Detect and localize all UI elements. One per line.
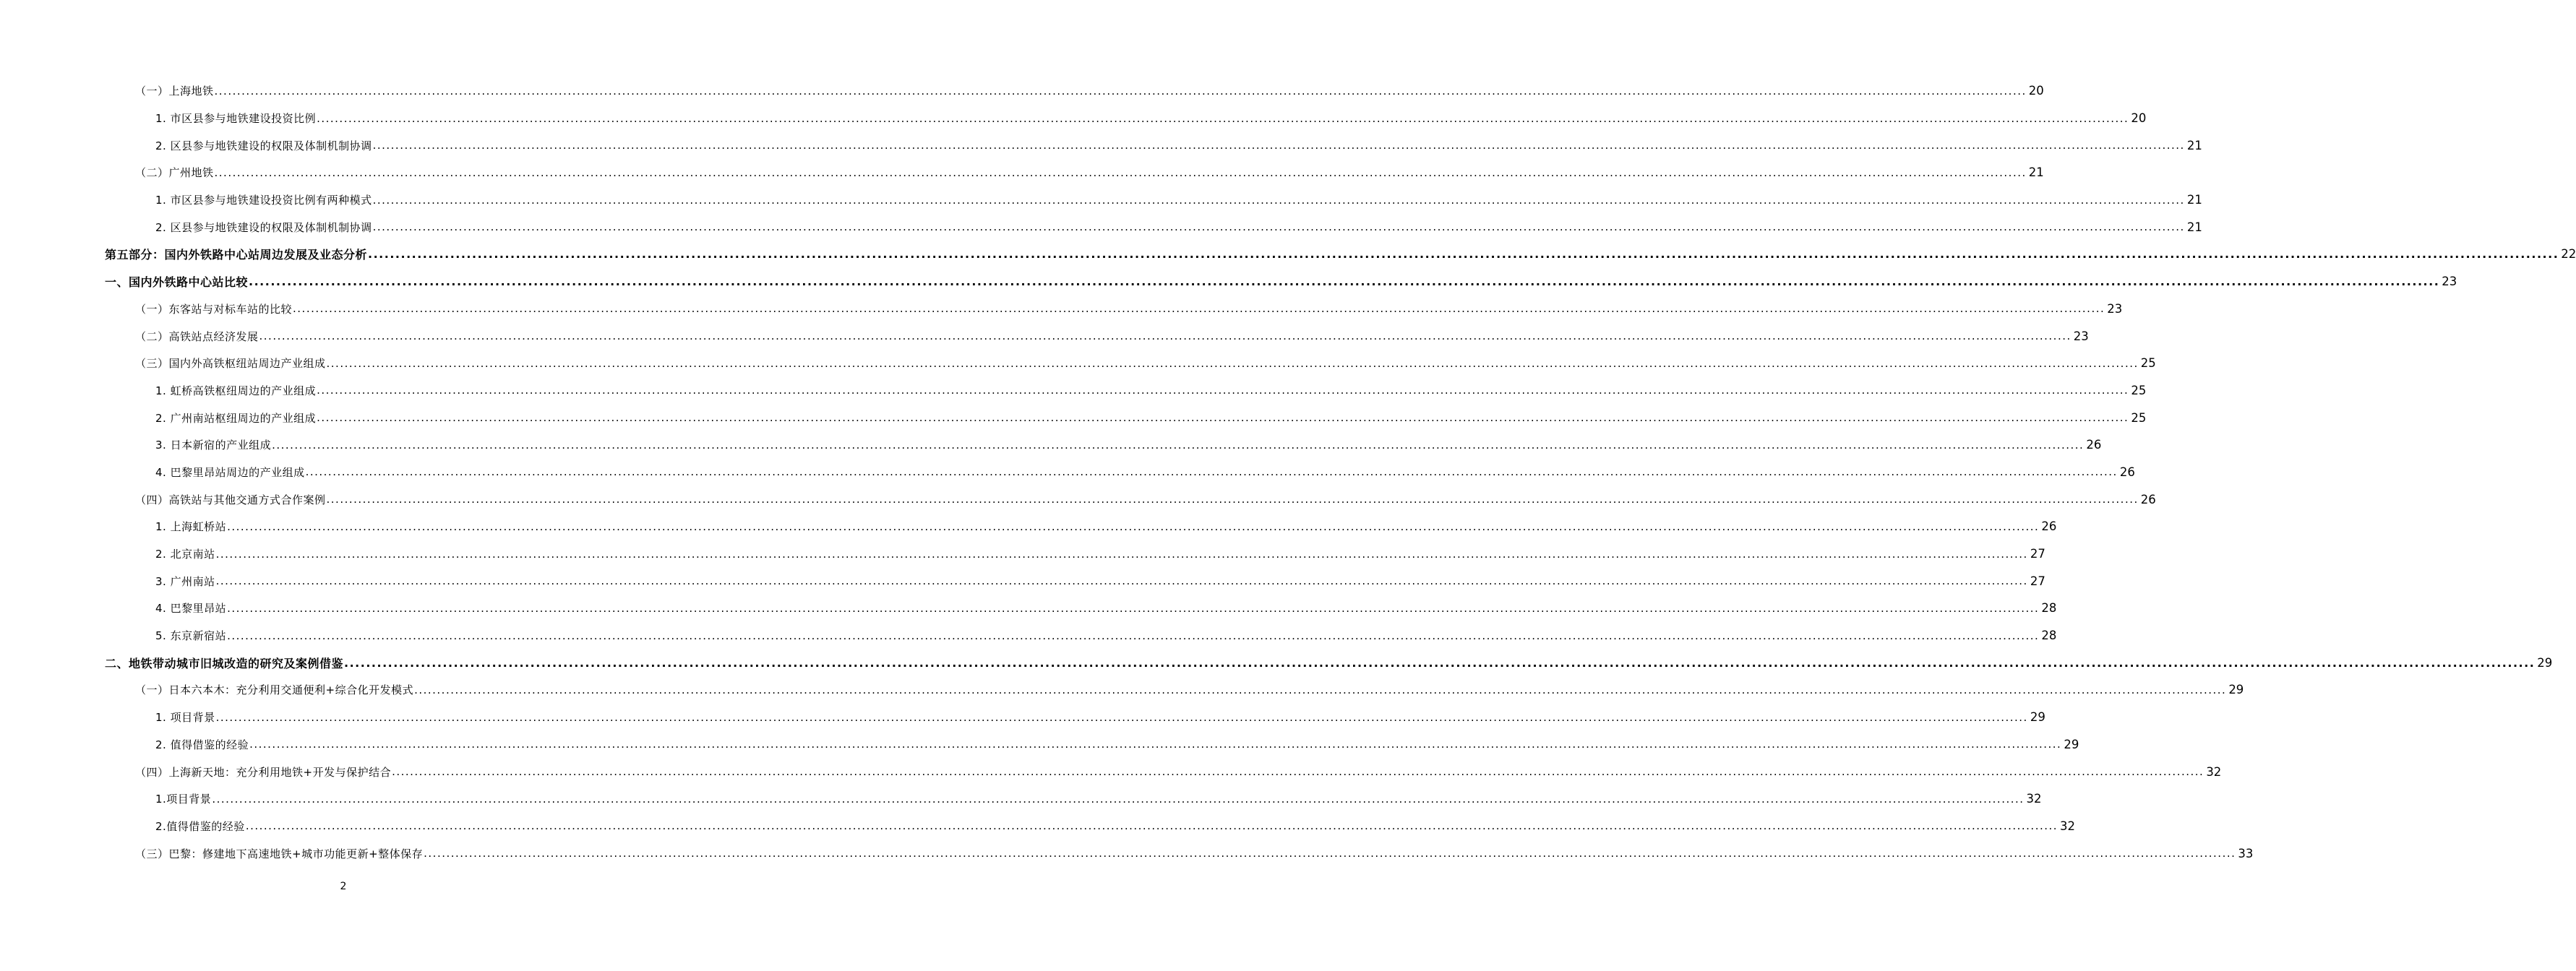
dot-leader: ................................................................................................................................................................................................................................................................................................................................................................................................................ bbox=[214, 84, 2027, 98]
toc-entry-label: （一）上海地铁 bbox=[135, 85, 214, 98]
toc-entry[interactable] bbox=[0, 404, 2147, 431]
dot-leader: ................................................................................................................................................................................................................................................................................................................................................................................................................ bbox=[212, 792, 2025, 806]
dot-leader: ................................................................................................................................................................................................................................................................................................................................................................................................................ bbox=[424, 847, 2236, 860]
dot-leader: ................................................................................................................................................................................................................................................................................................................................................................................................................ bbox=[317, 411, 2129, 425]
dot-leader: ................................................................................................................................................................................................................................................................................................................................................................................................................ bbox=[227, 601, 2040, 615]
dot-leader: ................................................................................................................................................................................................................................................................................................................................................................................................................ bbox=[227, 629, 2040, 642]
toc-entry-label: 2. 北京南站 bbox=[155, 548, 215, 561]
toc-entry-label: （三）巴黎：修建地下高速地铁+城市功能更新+整体保存 bbox=[135, 847, 424, 860]
table-of-contents bbox=[0, 77, 2576, 867]
toc-entry-page: 21 bbox=[2186, 193, 2202, 207]
toc-entry-label: 4. 巴黎里昂站周边的产业组成 bbox=[155, 465, 305, 479]
toc-entry-page: 27 bbox=[2030, 574, 2045, 588]
toc-entry-label: 5. 东京新宿站 bbox=[155, 629, 227, 643]
dot-leader: ................................................................................................................................................................................................................................................................................................................................................................................................................ bbox=[317, 111, 2129, 125]
toc-entry-page: 25 bbox=[2131, 410, 2147, 425]
toc-entry[interactable] bbox=[0, 567, 2045, 595]
toc-entry-label: 1. 虹桥高铁枢纽周边的产业组成 bbox=[155, 384, 317, 397]
toc-entry-page: 32 bbox=[2026, 792, 2042, 806]
toc-entry-label: 1.项目背景 bbox=[155, 793, 212, 806]
dot-leader: ................................................................................................................................................................................................................................................................................................................................................................................................................ bbox=[392, 765, 2204, 779]
toc-entry[interactable] bbox=[0, 295, 2123, 323]
toc-entry-page: 28 bbox=[2041, 629, 2057, 643]
toc-entry-label: 二、地铁带动城市旧城改造的研究及案例借鉴 bbox=[105, 656, 344, 670]
toc-entry-page: 21 bbox=[2186, 138, 2202, 152]
toc-entry-label: （三）国内外高铁枢纽站周边产业组成 bbox=[135, 357, 326, 371]
dot-leader: ................................................................................................................................................................................................................................................................................................................................................................................................................ bbox=[305, 465, 2118, 479]
toc-entry-page: 26 bbox=[2140, 492, 2156, 506]
toc-entry[interactable] bbox=[0, 486, 2156, 513]
toc-entry-page: 29 bbox=[2030, 710, 2045, 725]
dot-leader: ................................................................................................................................................................................................................................................................................................................................................................................................................ bbox=[326, 493, 2139, 506]
toc-entry[interactable] bbox=[0, 731, 2079, 759]
toc-entry-label: 4. 巴黎里昂站 bbox=[155, 602, 227, 616]
toc-entry[interactable] bbox=[0, 622, 2057, 650]
toc-entry-label: 2. 区县参与地铁建设的权限及体制机制协调 bbox=[155, 220, 372, 234]
toc-entry-label: 1. 市区县参与地铁建设投资比例 bbox=[155, 112, 317, 126]
toc-entry[interactable] bbox=[0, 540, 2045, 568]
toc-entry-label: （四）高铁站与其他交通方式合作案例 bbox=[135, 493, 326, 506]
toc-entry-page: 29 bbox=[2537, 655, 2553, 670]
toc-entry[interactable] bbox=[0, 513, 2057, 540]
toc-entry-page: 23 bbox=[2107, 301, 2123, 316]
dot-leader: ................................................................................................................................................................................................................................................................................................................................................................................................................ bbox=[249, 275, 2440, 289]
toc-entry-label: （二）广州地铁 bbox=[135, 166, 214, 180]
toc-entry-page: 32 bbox=[2060, 819, 2076, 833]
dot-leader: ................................................................................................................................................................................................................................................................................................................................................................................................................ bbox=[372, 193, 2185, 207]
toc-entry-page: 26 bbox=[2041, 519, 2057, 534]
toc-entry[interactable] bbox=[0, 840, 2254, 867]
toc-entry-page: 22 bbox=[2561, 247, 2576, 262]
toc-entry-label: 1. 上海虹桥站 bbox=[155, 520, 227, 534]
toc-entry-page: 26 bbox=[2119, 465, 2135, 479]
dot-leader: ................................................................................................................................................................................................................................................................................................................................................................................................................ bbox=[344, 655, 2536, 670]
toc-entry-label: （一）日本六本木：充分利用交通便利+综合化开发模式 bbox=[135, 683, 414, 697]
dot-leader: ................................................................................................................................................................................................................................................................................................................................................................................................................ bbox=[215, 547, 2028, 561]
toc-entry-label: 1. 项目背景 bbox=[155, 711, 215, 725]
toc-entry[interactable] bbox=[0, 350, 2156, 377]
toc-entry-label: 3. 广州南站 bbox=[155, 574, 215, 588]
toc-entry-page: 20 bbox=[2131, 111, 2147, 126]
toc-entry[interactable] bbox=[0, 105, 2147, 132]
toc-entry-page: 29 bbox=[2064, 737, 2079, 751]
toc-entry[interactable] bbox=[0, 649, 2553, 676]
dot-leader: ................................................................................................................................................................................................................................................................................................................................................................................................................ bbox=[215, 574, 2028, 588]
dot-leader: ................................................................................................................................................................................................................................................................................................................................................................................................................ bbox=[227, 519, 2040, 533]
toc-entry[interactable] bbox=[0, 322, 2089, 350]
dot-leader: ................................................................................................................................................................................................................................................................................................................................................................................................................ bbox=[214, 165, 2027, 179]
toc-entry-page: 23 bbox=[2073, 329, 2089, 343]
dot-leader: ................................................................................................................................................................................................................................................................................................................................................................................................................ bbox=[414, 683, 2227, 696]
toc-entry[interactable] bbox=[0, 459, 2135, 486]
toc-entry[interactable] bbox=[0, 704, 2045, 731]
toc-entry-page: 33 bbox=[2238, 846, 2254, 860]
dot-leader: ................................................................................................................................................................................................................................................................................................................................................................................................................ bbox=[372, 220, 2185, 234]
toc-entry[interactable] bbox=[0, 268, 2457, 295]
toc-entry-label: 3. 日本新宿的产业组成 bbox=[155, 439, 272, 452]
toc-entry-label: 一、国内外铁路中心站比较 bbox=[105, 275, 249, 290]
toc-entry[interactable] bbox=[0, 186, 2202, 214]
toc-entry[interactable] bbox=[0, 431, 2102, 459]
dot-leader: ................................................................................................................................................................................................................................................................................................................................................................................................................ bbox=[317, 384, 2129, 397]
toc-entry-label: （一）东客站与对标车站的比较 bbox=[135, 302, 293, 316]
toc-entry[interactable] bbox=[0, 131, 2202, 159]
toc-entry-page: 25 bbox=[2131, 383, 2147, 397]
dot-leader: ................................................................................................................................................................................................................................................................................................................................................................................................................ bbox=[372, 139, 2185, 152]
toc-entry[interactable] bbox=[0, 595, 2057, 622]
toc-entry-label: 2.值得借鉴的经验 bbox=[155, 819, 245, 833]
toc-entry[interactable] bbox=[0, 813, 2076, 840]
dot-leader: ................................................................................................................................................................................................................................................................................................................................................................................................................ bbox=[249, 738, 2062, 751]
toc-entry[interactable] bbox=[0, 758, 2222, 785]
toc-entry-label: （二）高铁站点经济发展 bbox=[135, 329, 259, 343]
dot-leader: ................................................................................................................................................................................................................................................................................................................................................................................................................ bbox=[215, 710, 2028, 724]
toc-entry-label: 2. 广州南站枢纽周边的产业组成 bbox=[155, 411, 317, 425]
toc-entry-page: 21 bbox=[2186, 220, 2202, 234]
dot-leader: ................................................................................................................................................................................................................................................................................................................................................................................................................ bbox=[259, 329, 2071, 343]
toc-entry-page: 26 bbox=[2086, 438, 2102, 452]
toc-entry-label: 2. 值得借鉴的经验 bbox=[155, 738, 249, 751]
toc-entry[interactable] bbox=[0, 77, 2044, 105]
dot-leader: ................................................................................................................................................................................................................................................................................................................................................................................................................ bbox=[368, 247, 2559, 262]
toc-entry-page: 27 bbox=[2030, 547, 2045, 561]
toc-entry-label: 第五部分：国内外铁路中心站周边发展及业态分析 bbox=[105, 248, 368, 262]
dot-leader: ................................................................................................................................................................................................................................................................................................................................................................................................................ bbox=[293, 302, 2105, 316]
toc-entry[interactable] bbox=[0, 241, 2576, 268]
dot-leader: ................................................................................................................................................................................................................................................................................................................................................................................................................ bbox=[272, 438, 2085, 452]
toc-entry-label: 1. 市区县参与地铁建设投资比例有两种模式 bbox=[155, 194, 372, 207]
page-number: 2 bbox=[340, 881, 347, 892]
toc-entry-page: 21 bbox=[2028, 165, 2044, 180]
toc-entry-page: 29 bbox=[2228, 683, 2244, 697]
toc-entry-page: 23 bbox=[2442, 275, 2457, 289]
dot-leader: ................................................................................................................................................................................................................................................................................................................................................................................................................ bbox=[245, 819, 2058, 833]
toc-entry-label: 2. 区县参与地铁建设的权限及体制机制协调 bbox=[155, 139, 372, 152]
toc-entry[interactable] bbox=[0, 676, 2244, 704]
toc-entry-page: 32 bbox=[2206, 764, 2222, 779]
toc-entry-page: 20 bbox=[2028, 84, 2044, 98]
dot-leader: ................................................................................................................................................................................................................................................................................................................................................................................................................ bbox=[326, 356, 2139, 370]
toc-entry[interactable] bbox=[0, 213, 2202, 241]
toc-entry[interactable] bbox=[0, 377, 2147, 405]
toc-entry[interactable] bbox=[0, 159, 2044, 186]
toc-entry-page: 25 bbox=[2140, 356, 2156, 371]
toc-entry[interactable] bbox=[0, 785, 2042, 813]
toc-entry-page: 28 bbox=[2041, 601, 2057, 616]
toc-entry-label: （四）上海新天地：充分利用地铁+开发与保护结合 bbox=[135, 765, 392, 779]
